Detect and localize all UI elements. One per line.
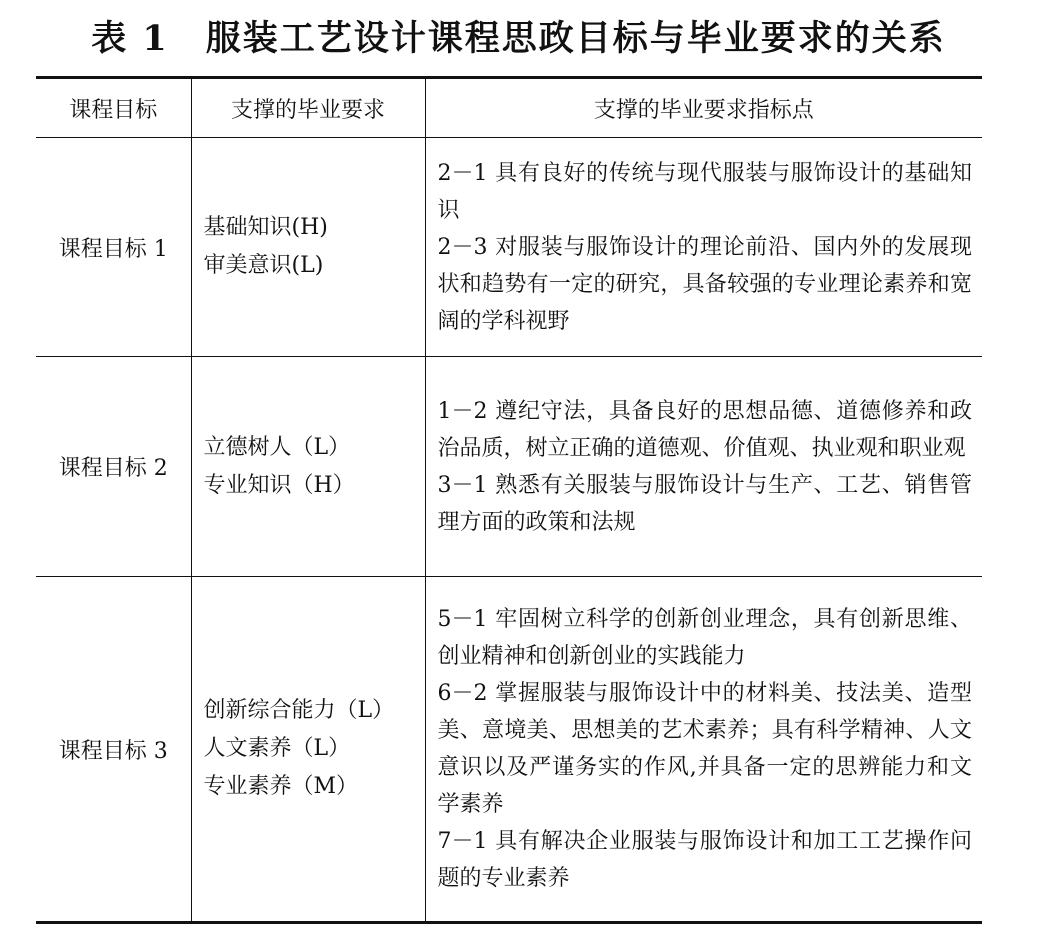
indicator-point: 2－1 具有良好的传统与现代服装与服饰设计的基础知识 <box>437 160 972 223</box>
requirement-item: 审美意识(L) <box>203 253 324 278</box>
indicator-points-cell <box>425 357 982 577</box>
requirements-cell <box>191 138 425 357</box>
indicator-point: 2－3 对服装与服饰设计的理论前沿、国内外的发展现状和趋势有一定的研究，具备较强的专业理论素养和宽阔的学科视野 <box>437 234 972 334</box>
indicator-point: 5－1 牢固树立科学的创新创业理念，具有创新思维、创业精神和创新创业的实践能力 <box>437 607 972 669</box>
table-header-row <box>36 78 982 138</box>
course-goal-cell: 课程目标 2 <box>58 456 168 481</box>
indicator-points-cell <box>425 138 982 357</box>
course-goal-cell: 课程目标 3 <box>58 738 168 764</box>
requirement-item: 立德树人（L） <box>203 434 351 460</box>
requirements-cell <box>191 577 425 923</box>
header-indicator-points: 支撑的毕业要求指标点 <box>425 78 982 138</box>
requirements-table <box>36 76 982 924</box>
indicator-point: 6－2 掌握服装与服饰设计中的材料美、技法美、造型美、意境美、思想美的艺术素养；具有科学精神、人文意识以及严谨务实的作风,并具备一定的思辨能力和文学素养 <box>437 681 972 817</box>
header-course-goal: 课程目标 <box>36 78 191 138</box>
course-goal-cell: 课程目标 1 <box>58 236 168 262</box>
indicator-point: 3－1 熟悉有关服装与服饰设计与生产、工艺、销售管理方面的政策和法规 <box>437 472 972 535</box>
table-caption: 表 1 服装工艺设计课程思政目标与毕业要求的关系 <box>91 18 946 59</box>
requirement-item: 人文素养（L） <box>203 736 351 761</box>
header-graduation-requirements: 支撑的毕业要求 <box>191 78 425 138</box>
requirement-item: 创新综合能力（L） <box>203 698 395 723</box>
table-row <box>36 577 982 923</box>
requirement-item: 专业知识（H） <box>203 472 355 498</box>
requirements-cell <box>191 357 425 577</box>
requirement-item: 基础知识(H) <box>203 215 328 240</box>
table-row <box>36 357 982 577</box>
indicator-point: 1－2 遵纪守法，具备良好的思想品德、道德修养和政治品质，树立正确的道德观、价值观、执业观和职业观 <box>437 398 972 461</box>
table-row <box>36 138 982 357</box>
indicator-points-cell <box>425 577 982 923</box>
indicator-point: 7－1 具有解决企业服装与服饰设计和加工工艺操作问题的专业素养 <box>437 829 972 891</box>
requirement-item: 专业素养（M） <box>203 774 359 799</box>
